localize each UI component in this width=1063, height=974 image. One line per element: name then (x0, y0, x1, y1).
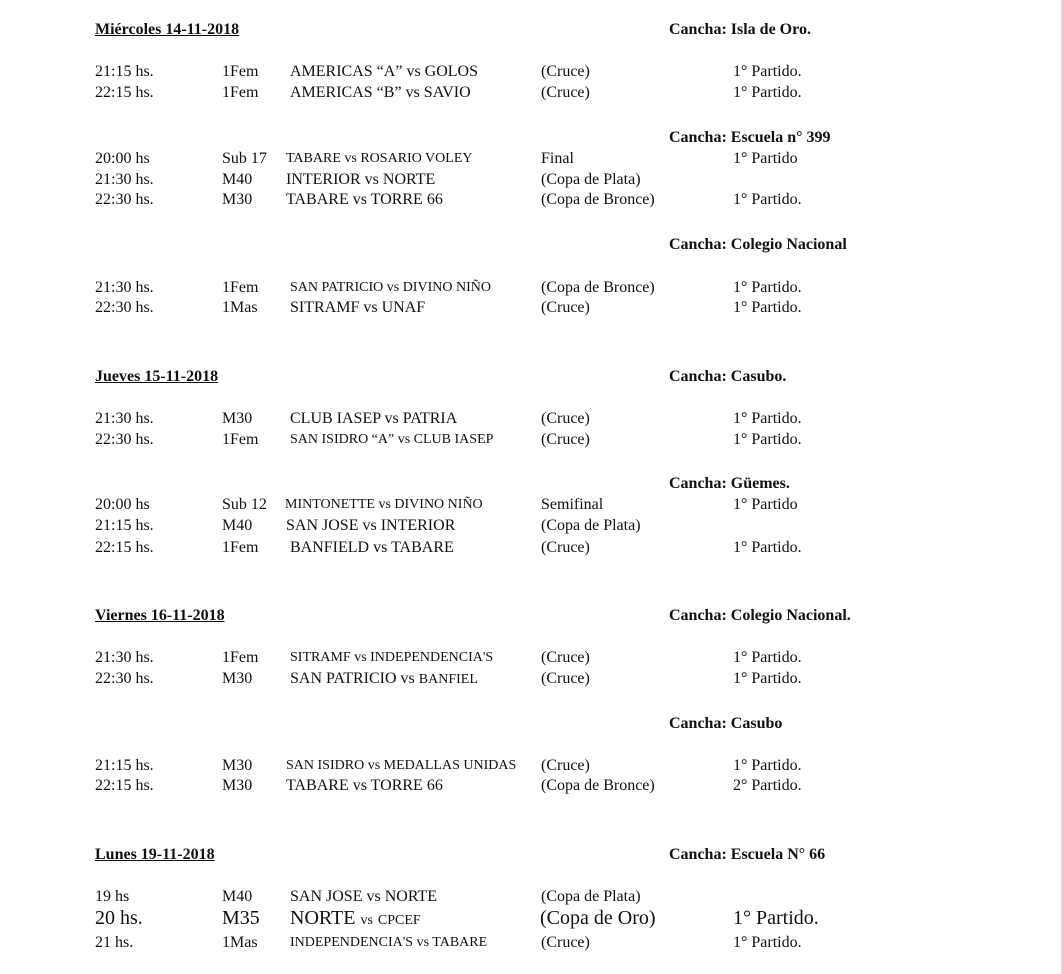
match-teams (290, 411, 457, 427)
match-teams (286, 152, 472, 166)
venue-header: Cancha: Casubo (669, 715, 783, 732)
team-b: CPCEF (377, 913, 421, 928)
team-b: TORRE 66 (370, 777, 443, 794)
match-time: 20:00 hs (95, 150, 150, 167)
match-time: 21:30 hs. (95, 410, 154, 427)
team-b: TABARE (391, 539, 454, 556)
match-category: 1Fem (222, 84, 259, 101)
match-order: 1° Partido. (733, 670, 802, 687)
match-category: 1Fem (222, 279, 259, 296)
team-a: TABARE (286, 191, 349, 208)
team-a: SAN JOSE (286, 517, 359, 534)
vs-label: vs (397, 432, 411, 447)
match-order: 1° Partido. (733, 907, 819, 929)
team-a: SITRAMF (290, 299, 360, 316)
match-phase: Final (541, 150, 574, 167)
vs-label: vs (384, 410, 399, 427)
match-category: M35 (222, 907, 260, 929)
match-phase: (Cruce) (541, 934, 590, 951)
day-header: Miércoles 14-11-2018 (95, 21, 240, 38)
match-order: 1° Partido. (733, 279, 802, 296)
match-phase: (Cruce) (541, 431, 590, 448)
match-time: 22:30 hs. (95, 431, 154, 448)
team-b: CLUB IASEP (413, 432, 494, 447)
team-b: DIVINO NIÑO (394, 497, 483, 512)
match-teams (290, 300, 425, 316)
team-b: PATRIA (402, 410, 458, 427)
match-category: 1Fem (222, 649, 259, 666)
team-b: DIVINO NIÑO (402, 280, 491, 295)
vs-label: vs (378, 497, 391, 512)
match-teams (290, 889, 437, 905)
match-phase: (Cruce) (541, 649, 590, 666)
team-a: SAN ISIDRO (286, 758, 365, 773)
match-order: 1° Partido (733, 496, 798, 513)
match-order: 1° Partido. (733, 191, 802, 208)
match-category: M30 (222, 191, 253, 208)
vs-label: vs (400, 670, 415, 687)
match-phase: (Cruce) (541, 757, 590, 774)
match-time: 21 hs. (95, 934, 134, 951)
match-time: 19 hs (95, 888, 130, 905)
match-teams (290, 908, 421, 928)
match-teams (286, 192, 443, 208)
team-a: SAN JOSE (290, 888, 363, 905)
match-phase: (Copa de Plata) (541, 888, 641, 905)
vs-label: vs (364, 171, 379, 188)
match-phase: (Copa de Plata) (541, 517, 641, 534)
team-a: NORTE (290, 907, 356, 929)
team-a: SAN PATRICIO (290, 670, 397, 687)
match-category: M30 (222, 777, 253, 794)
match-time: 22:30 hs. (95, 191, 154, 208)
team-b: INTERIOR (380, 517, 456, 534)
vs-label: vs (416, 935, 430, 950)
match-category: M40 (222, 888, 253, 905)
match-phase: (Copa de Oro) (540, 907, 656, 929)
match-phase: Semifinal (541, 496, 604, 513)
match-order: 1° Partido (733, 150, 798, 167)
vs-label: vs (344, 151, 357, 166)
team-b: INDEPENDENCIA'S (370, 650, 494, 665)
vs-label: vs (367, 758, 381, 773)
team-a: INDEPENDENCIA'S (290, 935, 414, 950)
match-category: M30 (222, 410, 253, 427)
vs-label: vs (354, 650, 367, 665)
match-teams (286, 778, 443, 794)
match-category: 1Fem (222, 539, 259, 556)
vs-label: vs (352, 777, 367, 794)
match-category: Sub 17 (222, 150, 267, 167)
team-b: SAVIO (423, 84, 471, 101)
match-order: 1° Partido. (733, 63, 802, 80)
match-time: 22:15 hs. (95, 777, 154, 794)
match-category: M40 (222, 517, 253, 534)
match-time: 21:30 hs. (95, 279, 154, 296)
match-category: M30 (222, 757, 253, 774)
vs-label: vs (362, 517, 377, 534)
team-b: UNAF (381, 299, 426, 316)
match-category: 1Mas (222, 934, 258, 951)
team-a: MINTONETTE (285, 497, 375, 512)
team-a: TABARE (286, 777, 349, 794)
team-a: TABARE (286, 151, 341, 166)
match-category: 1Fem (222, 63, 259, 80)
match-order: 1° Partido. (733, 299, 802, 316)
match-teams (290, 651, 493, 665)
match-phase: (Cruce) (541, 539, 590, 556)
match-order: 1° Partido. (733, 539, 802, 556)
venue-header: Cancha: Colegio Nacional. (669, 607, 851, 624)
team-b: MEDALLAS UNIDAS (383, 758, 517, 773)
match-category: M40 (222, 171, 253, 188)
match-teams (290, 540, 454, 556)
team-b: TABARE (432, 935, 488, 950)
day-header: Viernes 16-11-2018 (95, 607, 225, 624)
match-category: 1Fem (222, 431, 259, 448)
match-time: 22:30 hs. (95, 299, 154, 316)
match-time: 22:15 hs. (95, 84, 154, 101)
team-a: AMERICAS “A” (290, 63, 403, 80)
match-time: 22:15 hs. (95, 539, 154, 556)
team-b: BANFIEL (418, 672, 478, 687)
team-b: ROSARIO VOLEY (360, 151, 473, 166)
match-time: 21:30 hs. (95, 649, 154, 666)
match-teams (290, 671, 478, 687)
vs-label: vs (352, 191, 367, 208)
match-teams (290, 64, 478, 80)
match-teams (286, 518, 455, 534)
match-phase: (Cruce) (541, 299, 590, 316)
match-phase: (Cruce) (541, 410, 590, 427)
vs-label: vs (373, 539, 388, 556)
match-time: 20:00 hs (95, 496, 150, 513)
match-teams (290, 433, 493, 447)
venue-header: Cancha: Casubo. (669, 368, 787, 385)
match-order: 1° Partido. (733, 649, 802, 666)
match-teams (286, 759, 516, 773)
match-teams (290, 281, 491, 295)
match-teams (290, 936, 487, 950)
team-a: AMERICAS “B” (290, 84, 402, 101)
venue-header: Cancha: Escuela n° 399 (669, 129, 831, 146)
vs-label: vs (360, 913, 373, 928)
vs-label: vs (366, 888, 381, 905)
day-header: Lunes 19-11-2018 (95, 846, 215, 863)
team-b: TORRE 66 (370, 191, 443, 208)
match-category: 1Mas (222, 299, 258, 316)
vs-label: vs (386, 280, 400, 295)
match-time: 21:30 hs. (95, 171, 154, 188)
match-time: 21:15 hs. (95, 517, 154, 534)
match-time: 21:15 hs. (95, 757, 154, 774)
match-phase: (Copa de Bronce) (541, 279, 655, 296)
match-phase: (Copa de Plata) (541, 171, 641, 188)
vs-label: vs (405, 84, 420, 101)
match-category: Sub 12 (222, 496, 267, 513)
vs-label: vs (406, 63, 421, 80)
match-phase: (Cruce) (541, 84, 590, 101)
team-b: NORTE (382, 171, 436, 188)
match-teams (290, 85, 471, 101)
match-phase: (Cruce) (541, 63, 590, 80)
team-b: NORTE (384, 888, 438, 905)
match-order: 1° Partido. (733, 84, 802, 101)
match-category: M30 (222, 670, 253, 687)
match-order: 1° Partido. (733, 757, 802, 774)
match-phase: (Copa de Bronce) (541, 777, 655, 794)
match-order: 1° Partido. (733, 934, 802, 951)
team-a: BANFIELD (290, 539, 370, 556)
match-teams (285, 498, 483, 512)
venue-header: Cancha: Güemes. (669, 475, 790, 492)
match-teams (286, 172, 435, 188)
team-a: INTERIOR (286, 171, 361, 188)
match-phase: (Copa de Bronce) (541, 191, 655, 208)
team-a: SAN ISIDRO “A” (290, 432, 395, 447)
match-order: 2° Partido. (733, 777, 802, 794)
venue-header: Cancha: Isla de Oro. (669, 21, 811, 38)
match-time: 22:30 hs. (95, 670, 154, 687)
vs-label: vs (363, 299, 378, 316)
venue-header: Cancha: Colegio Nacional (669, 236, 847, 253)
team-a: SITRAMF (290, 650, 351, 665)
day-header: Jueves 15-11-2018 (95, 368, 219, 385)
match-time: 21:15 hs. (95, 63, 154, 80)
match-time: 20 hs. (95, 907, 143, 929)
team-b: GOLOS (424, 63, 479, 80)
venue-header: Cancha: Escuela N° 66 (669, 846, 826, 863)
team-a: SAN PATRICIO (290, 280, 384, 295)
match-order: 1° Partido. (733, 431, 802, 448)
team-a: CLUB IASEP (290, 410, 381, 427)
match-phase: (Cruce) (541, 670, 590, 687)
match-order: 1° Partido. (733, 410, 802, 427)
